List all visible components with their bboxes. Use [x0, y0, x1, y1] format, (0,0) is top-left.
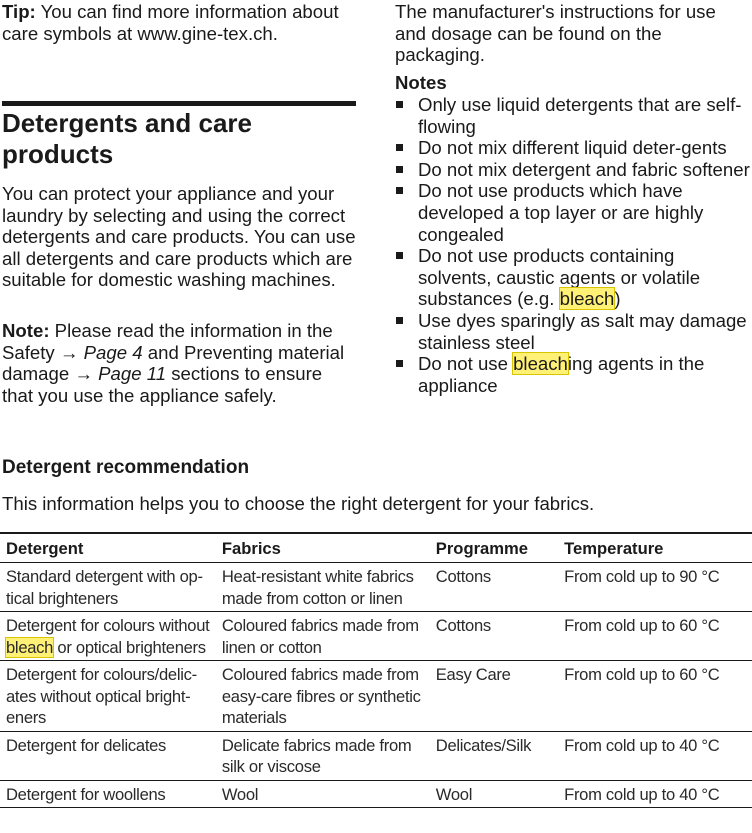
- note-item-text: Use dyes sparingly as salt may damage stainless steel: [418, 309, 747, 353]
- column-header-programme: Programme: [430, 533, 558, 563]
- cell-detergent: Detergent for delicates: [0, 731, 216, 780]
- cell-programme: Easy Care: [430, 661, 558, 732]
- cell-programme: Wool: [430, 780, 558, 808]
- notes-list: [395, 94, 750, 396]
- cell-detergent: Detergent for colours/delic-ates without optical bright-eners: [0, 661, 216, 732]
- note-item-text: Do not mix different liquid deter-gents: [418, 137, 727, 159]
- search-highlight: bleach: [559, 288, 615, 310]
- cell-programme: Delicates/Silk: [430, 731, 558, 780]
- cell-fabrics: Wool: [216, 780, 430, 808]
- list-item: [395, 310, 750, 353]
- note-item-text: ing agents in the appliance: [418, 353, 705, 396]
- detergent-table: [0, 532, 752, 808]
- table-row: [0, 563, 752, 612]
- list-item: [395, 94, 750, 137]
- cell-fabrics: Coloured fabrics made from linen or cotton: [216, 612, 430, 661]
- note-item-text: Do not use products containing solvents, caustic agents or volatile substances (e.g.: [418, 245, 701, 310]
- cell-detergent: Standard detergent with op-tical brighteners: [0, 563, 216, 612]
- tip-label: Tip:: [2, 1, 36, 22]
- column-header-temperature: Temperature: [558, 533, 752, 563]
- table-row: [0, 780, 752, 808]
- search-highlight: bleach: [513, 353, 568, 375]
- table-row: [0, 612, 752, 661]
- arrow-icon: →: [59, 341, 79, 363]
- cell-detergent: Detergent for woollens: [0, 780, 216, 808]
- cell-text: or optical brighteners: [53, 637, 206, 657]
- search-highlight: bleach: [6, 637, 54, 657]
- note-label: Note:: [2, 320, 50, 341]
- cell-temperature: From cold up to 40 °C: [558, 731, 752, 780]
- note-item-text: ): [614, 288, 621, 310]
- cell-programme: Cottons: [430, 563, 558, 612]
- arrow-icon: →: [74, 363, 93, 385]
- list-item: [395, 180, 750, 245]
- note-text-1: Please read the information in the Safety: [2, 320, 333, 363]
- bullet-icon: [396, 317, 403, 324]
- list-item: [395, 245, 750, 310]
- recommendation-heading: Detergent recommendation: [2, 457, 250, 478]
- column-header-detergent: Detergent: [0, 533, 216, 563]
- cell-temperature: From cold up to 60 °C: [558, 661, 752, 732]
- left-column: [2, 0, 358, 44]
- note-item-text: Do not mix detergent and fabric softener: [418, 158, 750, 180]
- list-item: [395, 353, 750, 396]
- page-link-material-damage[interactable]: Page 11: [98, 363, 167, 385]
- cell-programme: Cottons: [430, 612, 558, 661]
- note-text-3: sections to ensure that you use the appliance safely.: [2, 363, 323, 406]
- table-row: [0, 661, 752, 732]
- cell-fabrics: Heat-resistant white fabrics made from cotton or linen: [216, 563, 430, 612]
- note-text-2: and Preventing material damage: [2, 341, 345, 385]
- note-paragraph: [2, 320, 358, 406]
- notes-heading: Notes: [395, 72, 447, 93]
- table-header-row: [0, 533, 752, 563]
- bullet-icon: [396, 101, 403, 108]
- list-item: [395, 137, 750, 159]
- section-rule: [2, 101, 356, 106]
- cell-fabrics: Coloured fabrics made from easy-care fibres or synthetic materials: [216, 661, 430, 732]
- cell-detergent: [0, 612, 216, 661]
- note-item-text: Do not use products which have developed a top layer or are highly congealed: [418, 180, 704, 245]
- bullet-icon: [396, 144, 403, 151]
- bullet-icon: [396, 166, 403, 173]
- bullet-icon: [396, 252, 403, 259]
- table-row: [0, 731, 752, 780]
- cell-temperature: From cold up to 40 °C: [558, 780, 752, 808]
- page-link-safety[interactable]: Page 4: [83, 341, 143, 363]
- note-item-text: Only use liquid detergents that are self-flowing: [418, 94, 742, 137]
- note-item-text: Do not use: [418, 353, 514, 375]
- recommendation-intro: This information helps you to choose the right detergent for your fabrics.: [2, 493, 595, 514]
- cell-text: Detergent for colours without: [6, 616, 210, 635]
- cell-temperature: From cold up to 90 °C: [558, 563, 752, 612]
- column-header-fabrics: Fabrics: [216, 533, 430, 563]
- manufacturer-paragraph: The manufacturer's instructions for use and dosage can be found on the packaging.: [395, 1, 716, 66]
- list-item: [395, 159, 750, 181]
- bullet-icon: [396, 360, 403, 367]
- cell-fabrics: Delicate fabrics made from silk or viscose: [216, 731, 430, 780]
- cell-temperature: From cold up to 60 °C: [558, 612, 752, 661]
- section-heading: Detergents and care products: [2, 108, 252, 169]
- intro-paragraph: You can protect your appliance and your laundry by selecting and using the correct detergents and care products. You can use all detergents and care products which are suitable for domestic washing machines.: [2, 183, 356, 291]
- tip-text: You can find more information about care symbols at www.gine-tex.ch.: [2, 1, 339, 44]
- tip-paragraph: [2, 1, 358, 44]
- bullet-icon: [396, 187, 403, 194]
